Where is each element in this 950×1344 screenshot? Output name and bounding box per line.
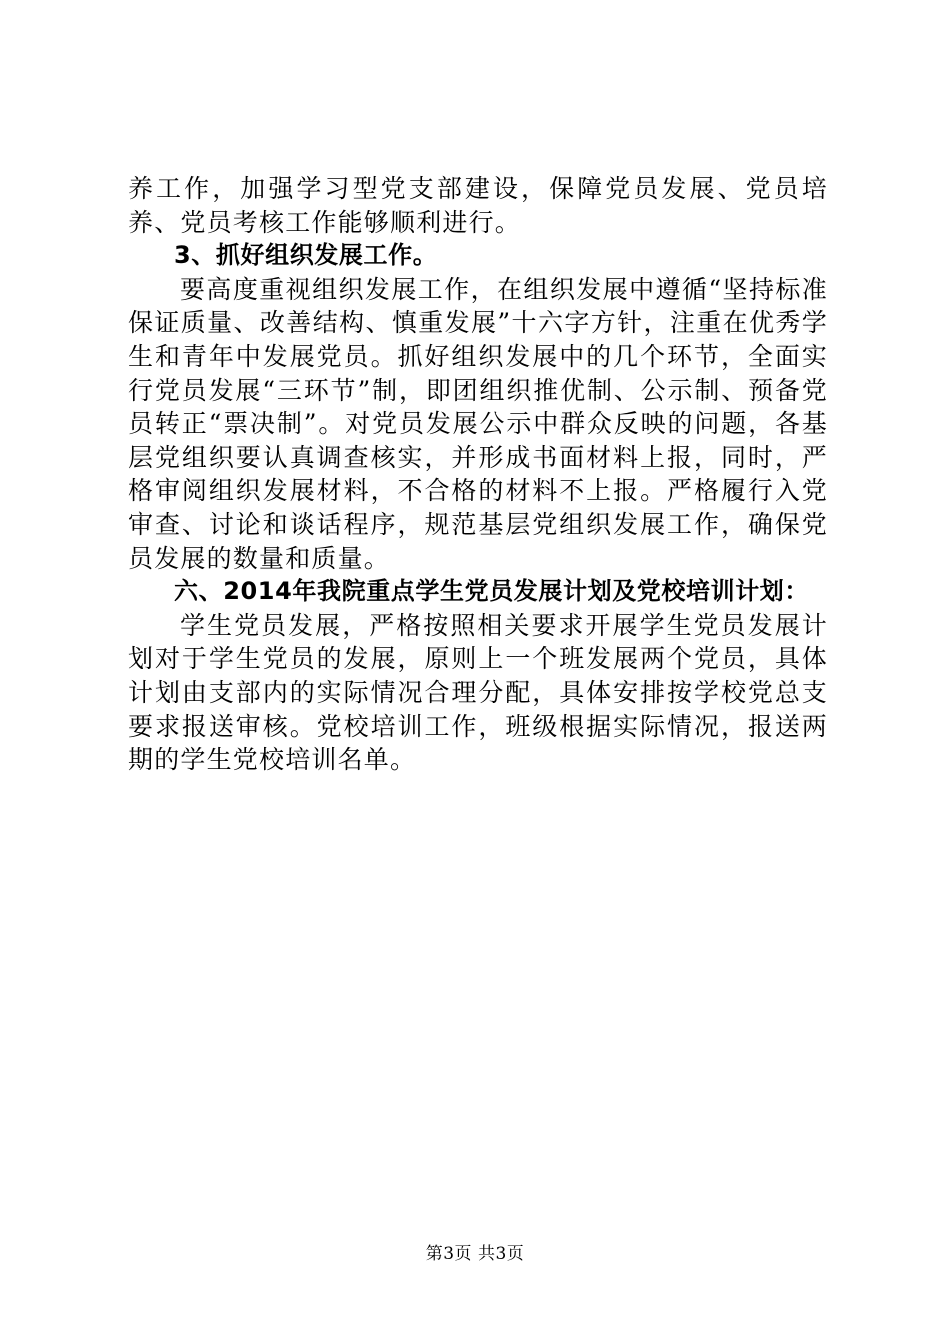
- paragraph-continuation: 养工作，加强学习型党支部建设，保障党员发展、党员培养、党员考核工作能够顺利进行。: [128, 174, 828, 237]
- document-body: [128, 172, 828, 777]
- section-heading-6: 六、2014年我院重点学生党员发展计划及党校培训计划：: [174, 577, 809, 606]
- section-heading-3: 3、抓好组织发展工作。: [174, 241, 438, 270]
- paragraph-organization-development: 要高度重视组织发展工作，在组织发展中遵循“坚持标准保证质量、改善结构、慎重发展”十六字方针，注重在优秀学生和青年中发展党员。抓好组织发展中的几个环节，全面实行党员发展“三环节”制，即团组织推优制、公示制、预备党员转正“票决制”。对党员发展公示中群众反映的问题，各基层党组织要认真调查核实，并形成书面材料上报，同时，严格审阅组织发展材料，不合格的材料不上报。严格履行入党审查、讨论和谈话程序，规范基层党组织发展工作，确保党员发展的数量和质量。: [128, 274, 828, 573]
- paragraph-student-plan: 学生党员发展，严格按照相关要求开展学生党员发展计划对于学生党员的发展，原则上一个班发展两个党员，具体计划由支部内的实际情况合理分配，具体安排按学校党总支要求报送审核。党校培训工作，班级根据实际情况，报送两期的学生党校培训名单。: [128, 610, 828, 775]
- page-number-footer: 第3页 共3页: [425, 1244, 525, 1264]
